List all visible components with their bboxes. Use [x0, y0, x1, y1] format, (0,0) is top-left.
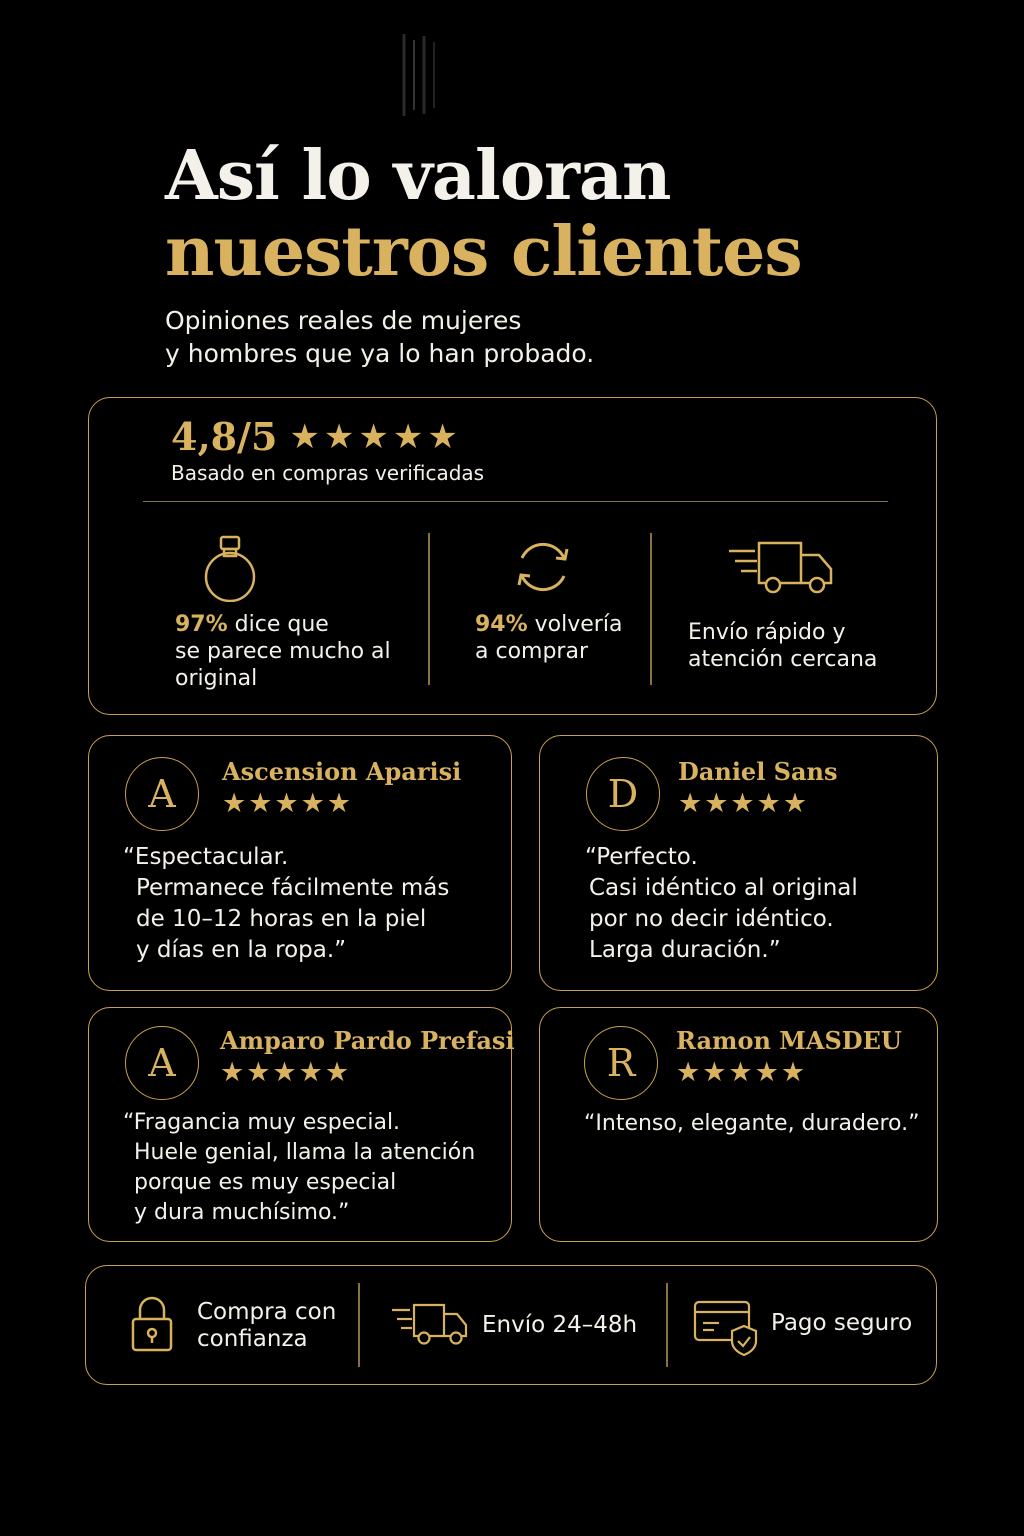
rating-basis: Basado en compras verificadas [171, 461, 485, 485]
hero [165, 136, 965, 370]
stat-similarity: 97% dice que se parece mucho al original [175, 612, 391, 691]
reviewer-name: Ramon MASDEU [676, 1026, 902, 1055]
trust-item-confidence: Compra con confianza [197, 1299, 337, 1352]
avatar: D [586, 757, 660, 831]
stat-shipping: Envío rápido y atención cercana [688, 620, 878, 672]
review-card [539, 735, 938, 991]
rating-stars: ★★★★★ [289, 416, 462, 457]
review-card [88, 1007, 515, 1242]
review-stars: ★★★★★ [678, 788, 810, 819]
trust-bar [85, 1265, 937, 1385]
reviewer-name: Daniel Sans [678, 757, 838, 786]
review-stars: ★★★★★ [220, 1057, 352, 1088]
review-text: “Perfecto. Casi idéntico al original por no decir idéntico. Larga duración.” [585, 844, 858, 963]
refresh-icon [512, 536, 574, 598]
review-card [539, 1007, 938, 1242]
page-subtitle: Opiniones reales de mujeres y hombres que ya lo han probado. [165, 306, 595, 368]
rating-summary [88, 397, 937, 715]
review-text: “Intenso, elegante, duradero.” [584, 1111, 920, 1136]
reviewer-name: Amparo Pardo Prefasi [220, 1026, 515, 1055]
delivery-truck-icon [390, 1302, 470, 1348]
review-text: “Espectacular. Permanece fácilmente más de 10–12 horas en la piel y días en la ropa.” [123, 844, 450, 963]
perfume-bottle-icon [201, 534, 259, 602]
divider [666, 1283, 668, 1367]
divider [358, 1283, 360, 1367]
secure-card-icon [692, 1299, 762, 1357]
page-title: Así lo valoran [165, 136, 671, 216]
lock-icon [130, 1295, 174, 1353]
review-text: “Fragancia muy especial. Huele genial, llama la atención porque es muy especial y dura muchísimo.” [123, 1110, 476, 1225]
stat-repurchase: 94% volvería a comprar [475, 612, 623, 664]
avatar: R [584, 1026, 658, 1100]
review-stars: ★★★★★ [222, 788, 354, 819]
top-decoration [398, 30, 440, 120]
divider [428, 533, 430, 685]
trust-item-payment: Pago seguro [771, 1310, 913, 1336]
review-stars: ★★★★★ [676, 1057, 808, 1088]
page-title-highlight: nuestros clientes [165, 212, 802, 292]
reviewer-name: Ascension Aparisi [222, 757, 462, 786]
delivery-truck-icon [727, 539, 837, 599]
avatar: A [125, 757, 199, 831]
review-card [88, 735, 512, 991]
divider [650, 533, 652, 685]
avatar: A [125, 1026, 199, 1100]
overall-rating [171, 414, 462, 459]
divider [143, 501, 888, 502]
trust-item-shipping: Envío 24–48h [482, 1312, 638, 1338]
rating-score: 4,8/5 [171, 414, 278, 459]
